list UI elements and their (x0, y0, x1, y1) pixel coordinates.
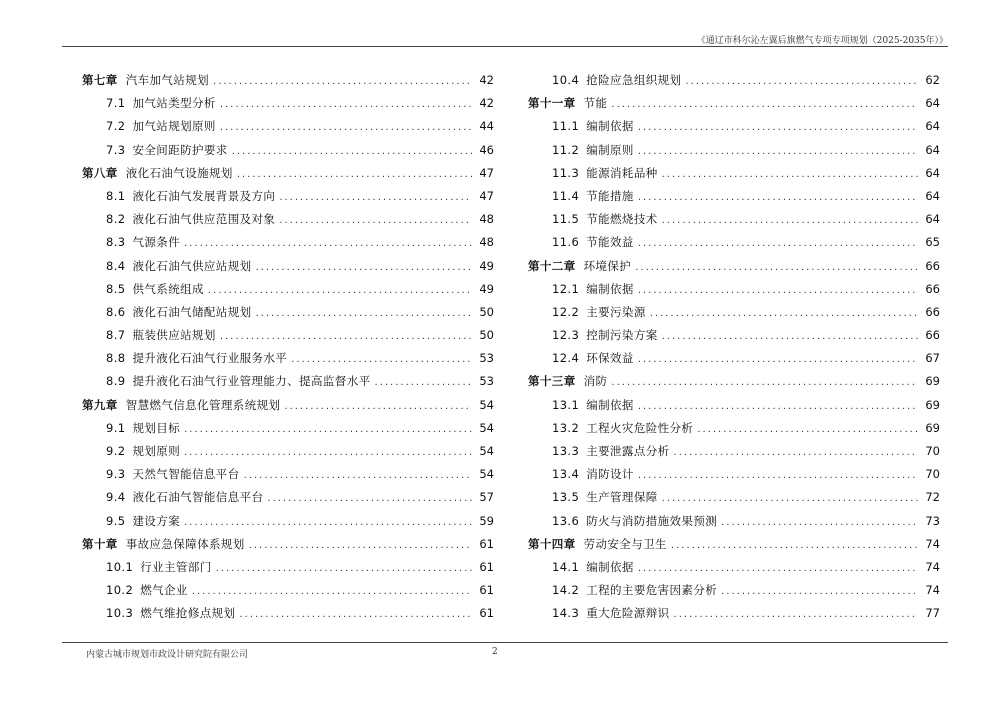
toc-dot-leader (237, 169, 472, 180)
toc-entry-title: 主要污染源 (586, 304, 646, 319)
toc-section-entry[interactable] (82, 466, 494, 489)
toc-dot-leader (184, 447, 472, 458)
toc-entry-number: 9.4 (106, 490, 126, 505)
toc-entry-page: 72 (925, 490, 940, 505)
toc-entry-title: 控制污染方案 (586, 328, 658, 343)
toc-entry-number: 9.2 (106, 444, 126, 458)
toc-entry-title: 液化石油气储配站规划 (132, 304, 252, 319)
toc-section-entry[interactable] (528, 350, 940, 373)
toc-entry-number: 13.2 (552, 420, 580, 435)
toc-dot-leader (192, 586, 472, 597)
toc-entry-title: 编制依据 (586, 559, 634, 574)
toc-section-entry[interactable] (82, 443, 494, 466)
toc-section-entry[interactable] (82, 420, 494, 443)
toc-entry-page: 65 (925, 235, 940, 250)
toc-chapter-entry[interactable] (528, 258, 940, 281)
toc-entry-title: 安全间距防护要求 (132, 142, 228, 157)
toc-dot-leader (244, 470, 472, 481)
toc-entry-title: 智慧燃气信息化管理系统规划 (125, 397, 281, 412)
toc-entry-page: 69 (925, 397, 940, 412)
toc-entry-title: 节能措施 (586, 188, 634, 203)
toc-dot-leader (184, 517, 472, 528)
toc-entry-number: 11.1 (552, 119, 580, 134)
toc-entry-number: 9.3 (106, 467, 126, 482)
toc-chapter-entry[interactable] (82, 72, 494, 95)
toc-section-entry[interactable] (528, 118, 940, 141)
toc-entry-title: 消防 (583, 374, 608, 389)
toc-entry-number: 14.3 (552, 606, 580, 621)
toc-entry-page: 73 (925, 513, 940, 528)
footer-page-number: 2 (492, 647, 498, 657)
toc-entry-page: 48 (479, 212, 494, 227)
toc-section-entry[interactable] (82, 489, 494, 512)
toc-entry-title: 环境保护 (583, 258, 632, 273)
toc-dot-leader (232, 146, 472, 157)
toc-entry-page: 42 (479, 96, 494, 111)
toc-entry-number: 14.1 (552, 559, 580, 574)
toc-dot-leader (671, 540, 918, 551)
toc-section-entry[interactable] (82, 559, 494, 582)
toc-entry-number: 11.2 (552, 142, 580, 157)
toc-entry-title: 编制依据 (586, 281, 634, 296)
toc-entry-title: 节能 (583, 96, 608, 111)
toc-entry-title: 规划目标 (132, 420, 181, 435)
toc-section-entry[interactable] (82, 118, 494, 141)
toc-entry-page: 54 (479, 444, 494, 458)
footer-organization: 内蒙古城市规划市政设计研究院有限公司 (86, 650, 249, 660)
toc-section-entry[interactable] (82, 327, 494, 350)
toc-chapter-entry[interactable] (82, 165, 494, 188)
toc-chapter-entry[interactable] (528, 536, 940, 559)
toc-entry-page: 54 (479, 420, 494, 435)
toc-entry-page: 64 (925, 142, 940, 157)
toc-entry-page: 64 (925, 165, 940, 180)
toc-dot-leader (638, 563, 918, 574)
toc-section-entry[interactable] (528, 605, 940, 628)
footer-divider (62, 642, 948, 643)
toc-entry-page: 47 (479, 188, 494, 203)
toc-entry-title: 燃气维抢修点规划 (140, 606, 236, 621)
toc-dot-leader (291, 354, 472, 365)
toc-dot-leader (284, 401, 472, 412)
toc-dot-leader (721, 586, 918, 597)
toc-dot-leader (638, 238, 918, 249)
toc-section-entry[interactable] (528, 397, 940, 420)
toc-dot-leader (674, 447, 918, 458)
toc-entry-number: 11.6 (552, 235, 580, 250)
toc-entry-title: 行业主管部门 (140, 559, 212, 574)
toc-section-entry[interactable] (528, 466, 940, 489)
toc-dot-leader (635, 262, 918, 273)
toc-entry-page: 64 (925, 212, 940, 227)
toc-section-entry[interactable] (82, 373, 494, 396)
toc-entry-number: 12.3 (552, 328, 580, 343)
toc-entry-title: 燃气企业 (140, 583, 188, 598)
toc-entry-page: 61 (479, 583, 494, 598)
toc-entry-page: 50 (479, 328, 494, 343)
toc-dot-leader (685, 76, 918, 87)
toc-entry-title: 工程火灾危险性分析 (586, 420, 694, 435)
toc-section-entry[interactable] (82, 234, 494, 257)
toc-entry-page: 66 (925, 281, 940, 296)
toc-entry-title: 气源条件 (132, 235, 181, 250)
toc-entry-number: 第九章 (82, 397, 118, 412)
toc-dot-leader (184, 424, 472, 435)
toc-entry-page: 50 (479, 304, 494, 319)
toc-dot-leader (267, 493, 472, 504)
toc-dot-leader (662, 169, 918, 180)
toc-dot-leader (375, 377, 473, 388)
toc-section-entry[interactable] (528, 559, 940, 582)
toc-section-entry[interactable] (528, 72, 940, 95)
toc-left-column (82, 72, 494, 629)
toc-section-entry[interactable] (82, 304, 494, 327)
toc-entry-title: 主要泄露点分析 (586, 444, 670, 458)
toc-dot-leader (208, 285, 472, 296)
toc-entry-page: 66 (925, 328, 940, 343)
toc-dot-leader (638, 401, 918, 412)
toc-dot-leader (611, 99, 918, 110)
toc-entry-page: 66 (925, 304, 940, 319)
toc-section-entry[interactable] (528, 188, 940, 211)
toc-dot-leader (638, 285, 918, 296)
toc-entry-title: 防火与消防措施效果预测 (586, 513, 718, 528)
toc-dot-leader (697, 424, 918, 435)
toc-entry-page: 46 (479, 142, 494, 157)
toc-dot-leader (279, 192, 472, 203)
toc-entry-title: 汽车加气站规划 (125, 73, 210, 87)
toc-entry-number: 9.5 (106, 513, 126, 528)
toc-entry-page: 70 (925, 444, 940, 458)
toc-section-entry[interactable] (82, 582, 494, 605)
toc-entry-title: 供气系统组成 (132, 281, 204, 296)
toc-entry-page: 64 (925, 188, 940, 203)
toc-entry-number: 13.3 (552, 444, 580, 458)
toc-dot-leader (662, 493, 918, 504)
toc-section-entry[interactable] (82, 281, 494, 304)
toc-right-column (528, 72, 940, 629)
toc-entry-number: 12.4 (552, 351, 580, 366)
toc-entry-number: 8.8 (106, 351, 126, 366)
toc-section-entry[interactable] (528, 443, 940, 466)
toc-dot-leader (638, 192, 918, 203)
toc-entry-number: 8.5 (106, 281, 126, 296)
toc-dot-leader (256, 308, 473, 319)
toc-chapter-entry[interactable] (82, 536, 494, 559)
toc-entry-number: 8.1 (106, 188, 126, 203)
toc-entry-title: 加气站规划原则 (132, 119, 216, 134)
toc-entry-number: 7.2 (106, 119, 126, 134)
toc-entry-title: 天然气智能信息平台 (132, 467, 240, 482)
toc-entry-number: 第十三章 (528, 374, 576, 389)
toc-entry-page: 48 (479, 235, 494, 250)
toc-dot-leader (662, 331, 918, 342)
toc-entry-title: 液化石油气发展背景及方向 (132, 188, 276, 203)
toc-entry-title: 瓶装供应站规划 (132, 328, 216, 343)
toc-entry-title: 抢险应急组织规划 (586, 73, 682, 87)
toc-entry-page: 53 (479, 374, 494, 389)
toc-entry-page: 64 (925, 119, 940, 134)
toc-entry-page: 67 (925, 351, 940, 366)
toc-section-entry[interactable] (82, 350, 494, 373)
toc-section-entry[interactable] (82, 605, 494, 628)
toc-entry-number: 8.9 (106, 374, 126, 389)
toc-entry-number: 7.3 (106, 142, 126, 157)
toc-entry-page: 74 (925, 583, 940, 598)
toc-entry-number: 11.4 (552, 188, 580, 203)
toc-dot-leader (279, 215, 472, 226)
toc-entry-title: 节能效益 (586, 235, 634, 250)
toc-entry-number: 8.4 (106, 258, 126, 273)
toc-section-entry[interactable] (82, 258, 494, 281)
toc-section-entry[interactable] (528, 489, 940, 512)
toc-dot-leader (239, 609, 472, 620)
toc-entry-title: 节能燃烧技术 (586, 212, 658, 227)
toc-entry-number: 8.2 (106, 212, 126, 227)
toc-entry-page: 49 (479, 258, 494, 273)
toc-entry-number: 13.5 (552, 490, 580, 505)
toc-entry-title: 液化石油气智能信息平台 (132, 490, 264, 505)
toc-entry-title: 加气站类型分析 (132, 96, 216, 111)
toc-entry-number: 12.1 (552, 281, 580, 296)
toc-entry-number: 13.6 (552, 513, 580, 528)
toc-entry-page: 74 (925, 559, 940, 574)
toc-entry-page: 42 (479, 73, 494, 87)
toc-entry-page: 61 (479, 606, 494, 621)
toc-entry-number: 第十二章 (528, 258, 576, 273)
toc-entry-title: 提升液化石油气行业服务水平 (132, 351, 288, 366)
toc-entry-number: 10.1 (106, 559, 134, 574)
toc-entry-page: 47 (479, 165, 494, 180)
toc-entry-title: 事故应急保障体系规划 (125, 536, 245, 551)
toc-entry-number: 9.1 (106, 420, 126, 435)
toc-entry-number: 10.4 (552, 73, 580, 87)
toc-entry-title: 提升液化石油气行业管理能力、提高监督水平 (132, 374, 371, 389)
toc-section-entry[interactable] (528, 165, 940, 188)
toc-entry-page: 49 (479, 281, 494, 296)
toc-chapter-entry[interactable] (82, 397, 494, 420)
toc-entry-number: 13.4 (552, 467, 580, 482)
toc-entry-page: 61 (479, 536, 494, 551)
toc-entry-number: 第八章 (82, 165, 118, 180)
toc-entry-page: 57 (479, 490, 494, 505)
toc-entry-page: 66 (925, 258, 940, 273)
toc-entry-number: 12.2 (552, 304, 580, 319)
toc-entry-title: 劳动安全与卫生 (583, 536, 667, 551)
toc-entry-number: 第十四章 (528, 536, 576, 551)
toc-entry-page: 69 (925, 420, 940, 435)
toc-entry-number: 10.3 (106, 606, 134, 621)
toc-dot-leader (220, 331, 472, 342)
toc-entry-title: 工程的主要危害因素分析 (586, 583, 718, 598)
toc-entry-title: 液化石油气供应范围及对象 (132, 212, 276, 227)
toc-section-entry[interactable] (528, 513, 940, 536)
toc-dot-leader (249, 540, 472, 551)
toc-dot-leader (638, 146, 918, 157)
toc-entry-page: 61 (479, 559, 494, 574)
toc-entry-title: 编制依据 (586, 119, 634, 134)
toc-entry-number: 第十章 (82, 536, 118, 551)
toc-entry-page: 70 (925, 467, 940, 482)
toc-entry-page: 54 (479, 397, 494, 412)
toc-section-entry[interactable] (528, 582, 940, 605)
toc-entry-number: 7.1 (106, 96, 126, 111)
toc-section-entry[interactable] (82, 142, 494, 165)
toc-entry-page: 54 (479, 467, 494, 482)
toc-dot-leader (638, 354, 918, 365)
toc-section-entry[interactable] (528, 234, 940, 257)
toc-entry-number: 第十一章 (528, 96, 576, 111)
toc-entry-title: 液化石油气供应站规划 (132, 258, 252, 273)
toc-entry-title: 液化石油气设施规划 (125, 165, 233, 180)
toc-entry-title: 环保效益 (586, 351, 634, 366)
toc-entry-title: 建设方案 (132, 513, 181, 528)
toc-section-entry[interactable] (528, 304, 940, 327)
toc-dot-leader (638, 122, 918, 133)
toc-dot-leader (721, 517, 918, 528)
toc-entry-number: 14.2 (552, 583, 580, 598)
toc-entry-number: 11.5 (552, 212, 580, 227)
toc-section-entry[interactable] (82, 513, 494, 536)
toc-entry-number: 8.7 (106, 328, 126, 343)
toc-dot-leader (638, 470, 918, 481)
toc-entry-page: 64 (925, 96, 940, 111)
toc-dot-leader (220, 99, 472, 110)
toc-section-entry[interactable] (528, 281, 940, 304)
toc-entry-title: 编制依据 (586, 397, 634, 412)
document-header-title: 《通辽市科尔沁左翼后旗燃气专项专项规划（2025-2035年）》 (696, 36, 948, 46)
header-divider (62, 46, 948, 47)
toc-entry-title: 重大危险源辩识 (586, 606, 670, 621)
toc-entry-page: 59 (479, 513, 494, 528)
toc-section-entry[interactable] (528, 327, 940, 350)
toc-entry-title: 能源消耗品种 (586, 165, 658, 180)
toc-dot-leader (256, 262, 473, 273)
toc-entry-page: 44 (479, 119, 494, 134)
toc-dot-leader (184, 238, 472, 249)
toc-dot-leader (213, 76, 472, 87)
toc-dot-leader (216, 563, 472, 574)
toc-entry-page: 53 (479, 351, 494, 366)
toc-section-entry[interactable] (82, 95, 494, 118)
toc-entry-title: 规划原则 (132, 444, 181, 458)
toc-section-entry[interactable] (528, 420, 940, 443)
toc-dot-leader (674, 609, 918, 620)
toc-section-entry[interactable] (528, 211, 940, 234)
toc-entry-page: 69 (925, 374, 940, 389)
toc-entry-title: 编制原则 (586, 142, 634, 157)
toc-dot-leader (650, 308, 918, 319)
toc-entry-page: 74 (925, 536, 940, 551)
toc-entry-page: 77 (925, 606, 940, 621)
toc-entry-title: 消防设计 (586, 467, 634, 482)
toc-entry-page: 62 (925, 73, 940, 87)
toc-chapter-entry[interactable] (528, 95, 940, 118)
toc-entry-number: 11.3 (552, 165, 580, 180)
toc-chapter-entry[interactable] (528, 373, 940, 396)
toc-entry-number: 13.1 (552, 397, 580, 412)
toc-section-entry[interactable] (82, 188, 494, 211)
toc-entry-number: 8.6 (106, 304, 126, 319)
toc-entry-number: 10.2 (106, 583, 134, 598)
toc-dot-leader (611, 377, 918, 388)
toc-entry-number: 第七章 (82, 73, 118, 87)
toc-section-entry[interactable] (528, 142, 940, 165)
toc-dot-leader (220, 122, 472, 133)
toc-entry-title: 生产管理保障 (586, 490, 658, 505)
toc-entry-number: 8.3 (106, 235, 126, 250)
toc-dot-leader (662, 215, 918, 226)
toc-section-entry[interactable] (82, 211, 494, 234)
